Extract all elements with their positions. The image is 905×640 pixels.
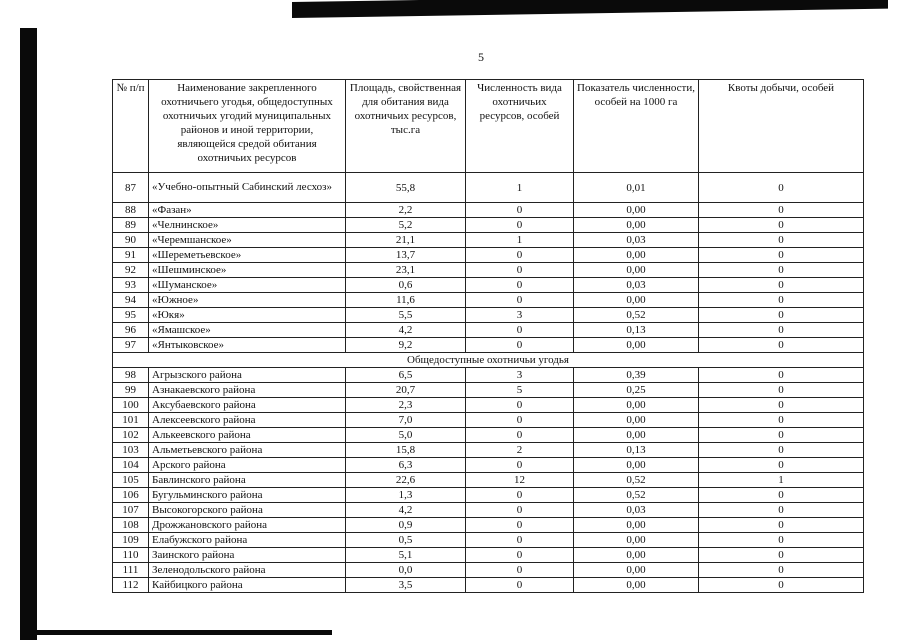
cell-count: 0 [466, 413, 574, 428]
cell-name: Аксубаевского района [149, 398, 346, 413]
cell-area: 22,6 [346, 473, 466, 488]
cell-count: 0 [466, 248, 574, 263]
cell-name: «Янтыковское» [149, 338, 346, 353]
cell-density: 0,00 [574, 218, 699, 233]
table-row [113, 248, 864, 263]
table-row [113, 308, 864, 323]
cell-density: 0,00 [574, 398, 699, 413]
cell-num: 110 [113, 548, 149, 563]
cell-quota: 0 [699, 488, 864, 503]
cell-area: 13,7 [346, 248, 466, 263]
cell-density: 0,00 [574, 548, 699, 563]
cell-area: 0,5 [346, 533, 466, 548]
cell-num: 91 [113, 248, 149, 263]
cell-num: 96 [113, 323, 149, 338]
table-row [113, 578, 864, 593]
cell-name: «Юкя» [149, 308, 346, 323]
cell-density: 0,00 [574, 338, 699, 353]
cell-quota: 0 [699, 278, 864, 293]
cell-area: 20,7 [346, 383, 466, 398]
cell-name: Агрызского района [149, 368, 346, 383]
cell-area: 6,3 [346, 458, 466, 473]
cell-name: «Черемшанское» [149, 233, 346, 248]
cell-num: 109 [113, 533, 149, 548]
cell-count: 2 [466, 443, 574, 458]
cell-name: Алексеевского района [149, 413, 346, 428]
cell-count: 3 [466, 368, 574, 383]
cell-quota: 0 [699, 563, 864, 578]
cell-area: 15,8 [346, 443, 466, 458]
cell-density: 0,00 [574, 248, 699, 263]
table-row [113, 503, 864, 518]
scan-edge-left [20, 28, 37, 640]
cell-num: 111 [113, 563, 149, 578]
cell-name: Альметьевского района [149, 443, 346, 458]
header-cell: № п/п [113, 80, 149, 173]
cell-count: 0 [466, 503, 574, 518]
cell-quota: 0 [699, 263, 864, 278]
cell-num: 100 [113, 398, 149, 413]
cell-area: 2,3 [346, 398, 466, 413]
cell-density: 0,00 [574, 428, 699, 443]
cell-name: Заинского района [149, 548, 346, 563]
table-section [113, 353, 864, 368]
table-row [113, 518, 864, 533]
table-row [113, 218, 864, 233]
cell-count: 0 [466, 458, 574, 473]
cell-density: 0,00 [574, 458, 699, 473]
cell-density: 0,00 [574, 533, 699, 548]
cell-num: 102 [113, 428, 149, 443]
cell-count: 0 [466, 293, 574, 308]
cell-area: 1,3 [346, 488, 466, 503]
cell-quota: 0 [699, 383, 864, 398]
cell-density: 0,13 [574, 443, 699, 458]
header-cell: Площадь, свойственная для обитания вида охотничьих ресурсов, тыс.га [346, 80, 466, 173]
cell-count: 0 [466, 578, 574, 593]
cell-count: 0 [466, 548, 574, 563]
cell-name: «Ямашское» [149, 323, 346, 338]
cell-count: 12 [466, 473, 574, 488]
table-row [113, 563, 864, 578]
cell-density: 0,00 [574, 293, 699, 308]
table-row [113, 383, 864, 398]
cell-area: 4,2 [346, 503, 466, 518]
cell-area: 5,0 [346, 428, 466, 443]
header-cell: Квоты добычи, особей [699, 80, 864, 173]
cell-count: 0 [466, 218, 574, 233]
cell-quota: 0 [699, 443, 864, 458]
cell-num: 97 [113, 338, 149, 353]
cell-density: 0,03 [574, 278, 699, 293]
table-row [113, 338, 864, 353]
cell-quota: 0 [699, 578, 864, 593]
cell-quota: 0 [699, 548, 864, 563]
table-row [113, 173, 864, 203]
cell-name: Арского района [149, 458, 346, 473]
cell-num: 89 [113, 218, 149, 233]
cell-name: Кайбицкого района [149, 578, 346, 593]
cell-num: 112 [113, 578, 149, 593]
table-row [113, 263, 864, 278]
cell-density: 0,00 [574, 203, 699, 218]
page-number: 5 [478, 50, 484, 64]
cell-num: 108 [113, 518, 149, 533]
table-row [113, 278, 864, 293]
cell-quota: 0 [699, 503, 864, 518]
cell-num: 107 [113, 503, 149, 518]
cell-num: 90 [113, 233, 149, 248]
table-row [113, 413, 864, 428]
cell-quota: 0 [699, 533, 864, 548]
cell-name: «Шуманское» [149, 278, 346, 293]
table-row [113, 473, 864, 488]
cell-density: 0,00 [574, 578, 699, 593]
cell-area: 5,5 [346, 308, 466, 323]
cell-density: 0,25 [574, 383, 699, 398]
cell-num: 98 [113, 368, 149, 383]
cell-name: Бугульминского района [149, 488, 346, 503]
cell-num: 106 [113, 488, 149, 503]
cell-num: 88 [113, 203, 149, 218]
cell-area: 9,2 [346, 338, 466, 353]
table-row [113, 368, 864, 383]
cell-count: 1 [466, 173, 574, 203]
cell-area: 6,5 [346, 368, 466, 383]
cell-area: 3,5 [346, 578, 466, 593]
cell-num: 95 [113, 308, 149, 323]
cell-density: 0,03 [574, 503, 699, 518]
cell-area: 2,2 [346, 203, 466, 218]
scan-edge-bottom [37, 630, 332, 635]
cell-count: 0 [466, 518, 574, 533]
cell-area: 55,8 [346, 173, 466, 203]
cell-num: 93 [113, 278, 149, 293]
cell-num: 87 [113, 173, 149, 203]
cell-density: 0,00 [574, 518, 699, 533]
cell-density: 0,13 [574, 323, 699, 338]
cell-quota: 0 [699, 248, 864, 263]
table-row [113, 428, 864, 443]
cell-count: 0 [466, 488, 574, 503]
table-row [113, 533, 864, 548]
cell-name: Дрожжановского района [149, 518, 346, 533]
table-row [113, 458, 864, 473]
cell-quota: 0 [699, 233, 864, 248]
cell-count: 0 [466, 338, 574, 353]
cell-area: 21,1 [346, 233, 466, 248]
table-row [113, 548, 864, 563]
cell-count: 0 [466, 398, 574, 413]
cell-area: 23,1 [346, 263, 466, 278]
cell-count: 0 [466, 263, 574, 278]
cell-density: 0,39 [574, 368, 699, 383]
cell-quota: 0 [699, 413, 864, 428]
cell-count: 5 [466, 383, 574, 398]
cell-count: 0 [466, 278, 574, 293]
table-body-leased [113, 173, 864, 353]
quota-table [112, 79, 864, 593]
cell-density: 0,00 [574, 413, 699, 428]
cell-num: 105 [113, 473, 149, 488]
cell-density: 0,03 [574, 233, 699, 248]
cell-num: 101 [113, 413, 149, 428]
cell-name: «Фазан» [149, 203, 346, 218]
cell-name: Зеленодольского района [149, 563, 346, 578]
section-title: Общедоступные охотничьи угодья [113, 353, 864, 368]
cell-name: Алькеевского района [149, 428, 346, 443]
cell-density: 0,01 [574, 173, 699, 203]
table-row [113, 323, 864, 338]
cell-area: 0,9 [346, 518, 466, 533]
cell-name: «Челнинское» [149, 218, 346, 233]
table-row [113, 443, 864, 458]
cell-count: 3 [466, 308, 574, 323]
cell-quota: 0 [699, 368, 864, 383]
cell-density: 0,52 [574, 473, 699, 488]
cell-quota: 0 [699, 218, 864, 233]
cell-quota: 0 [699, 428, 864, 443]
cell-density: 0,00 [574, 263, 699, 278]
table-row [113, 203, 864, 218]
cell-quota: 0 [699, 398, 864, 413]
cell-count: 0 [466, 563, 574, 578]
cell-name: «Южное» [149, 293, 346, 308]
cell-num: 103 [113, 443, 149, 458]
cell-name: Елабужского района [149, 533, 346, 548]
cell-quota: 1 [699, 473, 864, 488]
cell-area: 0,6 [346, 278, 466, 293]
cell-name: «Шереметьевское» [149, 248, 346, 263]
cell-area: 5,1 [346, 548, 466, 563]
cell-name: «Шешминское» [149, 263, 346, 278]
cell-quota: 0 [699, 518, 864, 533]
cell-area: 4,2 [346, 323, 466, 338]
cell-density: 0,52 [574, 308, 699, 323]
section-row [113, 353, 864, 368]
table-header-row [113, 80, 864, 173]
cell-area: 5,2 [346, 218, 466, 233]
cell-quota: 0 [699, 203, 864, 218]
scan-edge-top [292, 0, 888, 18]
cell-quota: 0 [699, 338, 864, 353]
cell-area: 11,6 [346, 293, 466, 308]
cell-num: 104 [113, 458, 149, 473]
cell-quota: 0 [699, 308, 864, 323]
cell-density: 0,52 [574, 488, 699, 503]
cell-count: 0 [466, 533, 574, 548]
table-row [113, 398, 864, 413]
header-cell: Численность вида охотничьих ресурсов, особей [466, 80, 574, 173]
cell-quota: 0 [699, 458, 864, 473]
cell-num: 92 [113, 263, 149, 278]
cell-area: 7,0 [346, 413, 466, 428]
cell-quota: 0 [699, 293, 864, 308]
cell-count: 0 [466, 428, 574, 443]
cell-num: 94 [113, 293, 149, 308]
header-cell: Наименование закрепленного охотничьего угодья, общедоступных охотничьих угодий муниципальных районов и иной территории, являющейся средой обитания охотничьих ресурсов [149, 80, 346, 173]
table-row [113, 233, 864, 248]
cell-name: Бавлинского района [149, 473, 346, 488]
cell-name: Азнакаевского района [149, 383, 346, 398]
cell-quota: 0 [699, 323, 864, 338]
table-row [113, 488, 864, 503]
table-body-public [113, 368, 864, 593]
cell-name: «Учебно-опытный Сабинский лесхоз» [149, 173, 346, 203]
cell-num: 99 [113, 383, 149, 398]
cell-count: 0 [466, 323, 574, 338]
cell-name: Высокогорского района [149, 503, 346, 518]
cell-count: 1 [466, 233, 574, 248]
header-cell: Показатель численности, особей на 1000 га [574, 80, 699, 173]
cell-count: 0 [466, 203, 574, 218]
cell-density: 0,00 [574, 563, 699, 578]
cell-area: 0,0 [346, 563, 466, 578]
cell-quota: 0 [699, 173, 864, 203]
table-row [113, 293, 864, 308]
